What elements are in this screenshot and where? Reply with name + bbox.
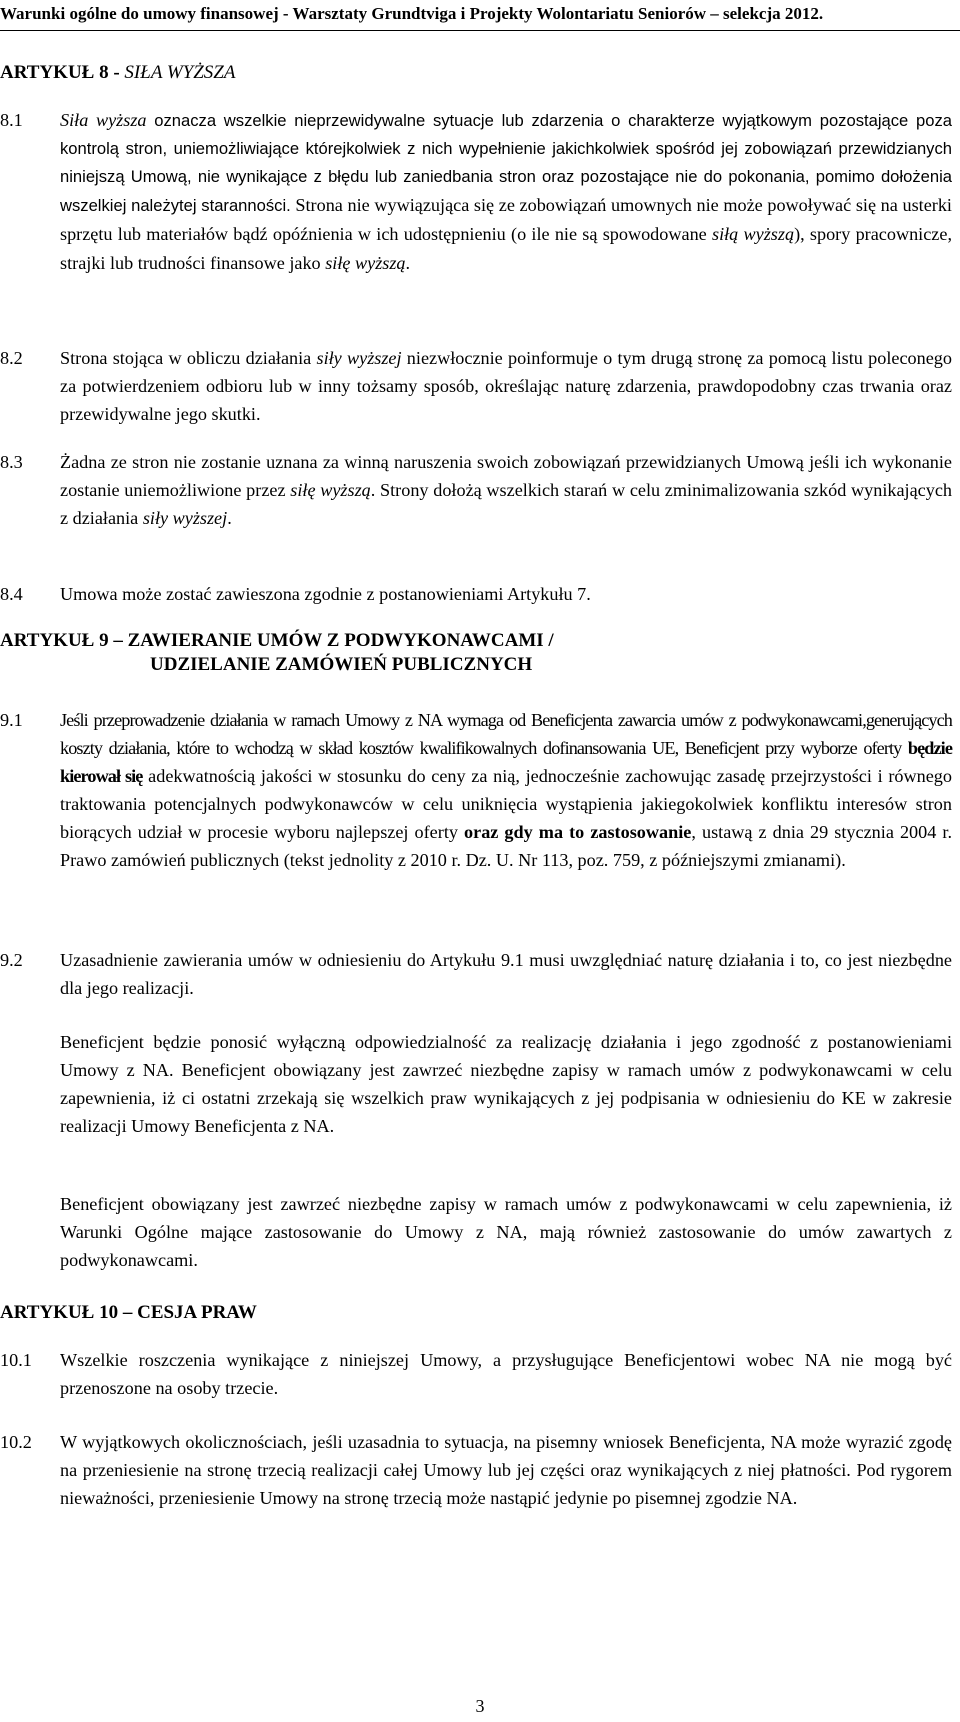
paragraph-9-2-continued-2: Beneficjent obowiązany jest zawrzeć niezbędne zapisy w ramach umów z podwykonawcami w celu zapewnienia, iż Warunki Ogólne mające zastosowanie do Umowy z NA, mają również zastosowanie do umów zawartych z podwykonawcami.: [60, 1194, 952, 1270]
article-10-title: ARTYKUŁ 10 – CESJA PRAW: [0, 1302, 257, 1323]
paragraph-number: 8.3: [0, 452, 23, 472]
paragraph-9-2: 9.2 Uzasadnienie zawierania umów w odniesieniu do Artykułu 9.1 musi uwzględniać naturę działania i to, co jest niezbędne dla jego realizacji.: [0, 946, 952, 1002]
paragraph-number: 8.4: [0, 584, 23, 604]
paragraph-8-3: 8.3 Żadna ze stron nie zostanie uznana za winną naruszenia swoich zobowiązań przewidzianych Umową jeśli ich wykonanie zostanie uniemożliwione przez siłę wyższą. Strony dołożą wszelkich starań w celu zminimalizowania szkód wynikających z działania siły wyższej.: [0, 448, 952, 532]
paragraph-10-2: 10.2 W wyjątkowych okolicznościach, jeśli uzasadnia to sytuacja, na pisemny wniosek Beneficjenta, NA może wyrazić zgodę na przeniesienie na stronę trzecią realizacji całej Umowy lub jej części oraz wynikających z niej płatności. Pod rygorem nieważności, przeniesienie Umowy na stronę trzecią może nastąpić jedynie po pisemnej zgodzie NA.: [0, 1428, 952, 1512]
article-9-title: ARTYKUŁ 9 – ZAWIERANIE UMÓW Z PODWYKONAWCAMI /: [0, 630, 554, 651]
paragraph-8-4: 8.4 Umowa może zostać zawieszona zgodnie z postanowieniami Artykułu 7.: [0, 580, 952, 608]
paragraph-8-1: 8.1 Siła wyższa oznacza wszelkie nieprzewidywalne sytuacje lub zdarzenia o charakterze wyjątkowym pozostające poza kontrolą stron, uniemożliwiające którejkolwiek z nich wypełnienie jakichkolwiek spośród jej zobowiązań przewidzianych niniejszą Umową, nie wynikające z błędu lub zaniedbania stron oraz pozostające nie do pokonania, pomimo dołożenia wszelkiej należytej staranności. Strona nie wywiązująca się ze zobowiązań umownych nie może powoływać się na usterki sprzętu lub materiałów bądź opóźnienia w ich udostępnieniu (o ile nie są spowodowane siłą wyższą), spory pracownicze, strajki lub trudności finansowe jako siłę wyższą.: [0, 106, 952, 278]
paragraph-9-2-continued-1: Beneficjent będzie ponosić wyłączną odpowiedzialność za realizację działania i jego zgodność z postanowieniami Umowy z NA. Beneficjent obowiązany jest zawrzeć niezbędne zapisy w ramach umów z podwykonawcami w celu zapewnienia, iż ci ostatni zrzekają się wszelkich praw wynikających z jej podpisania w odniesieniu do KE w zakresie realizacji Umowy Beneficjenta z NA.: [60, 1032, 952, 1136]
article-9-title-line-2: UDZIELANIE ZAMÓWIEŃ PUBLICZNYCH: [150, 654, 533, 675]
paragraph-number: 10.2: [0, 1432, 32, 1452]
header-text: Warunki ogólne do umowy finansowej - Warsztaty Grundtviga i Projekty Wolontariatu Seniorów – selekcja 2012.: [0, 4, 824, 23]
paragraph-number: 9.1: [0, 710, 23, 730]
paragraph-number: 10.1: [0, 1350, 32, 1370]
article-8-title: ARTYKUŁ 8 - SIŁA WYŻSZA: [0, 62, 236, 83]
paragraph-number: 9.2: [0, 950, 23, 970]
paragraph-number: 8.1: [0, 110, 23, 130]
paragraph-9-1: 9.1 Jeśli przeprowadzenie działania w ramach Umowy z NA wymaga od Beneficjenta zawarcia umów z podwykonawcami,generujących koszty działania, które to wchodzą w skład kosztów kwalifikowalnych dofinansowania UE, Beneficjent przy wyborze oferty będzie kierował się adekwatnością jakości w stosunku do ceny za nią, jednocześnie zachowując zasadę przejrzystości i równego traktowania potencjalnych podwykonawców w celu uniknięcia wystąpienia jakiegokolwiek konfliktu interesów stron biorących udział w procesie wyboru najlepszej oferty oraz gdy ma to zastosowanie, ustawą z dnia 29 stycznia 2004 r. Prawo zamówień publicznych (tekst jednolity z 2010 r. Dz. U. Nr 113, poz. 759, z późniejszymi zmianami).: [0, 706, 952, 874]
page-number: 3: [475, 1696, 485, 1716]
paragraph-10-1: 10.1 Wszelkie roszczenia wynikające z niniejszej Umowy, a przysługujące Beneficjentowi wobec NA nie mogą być przenoszone na osoby trzecie.: [0, 1346, 952, 1402]
paragraph-8-2: 8.2 Strona stojąca w obliczu działania siły wyższej niezwłocznie poinformuje o tym drugą stronę za pomocą listu poleconego za potwierdzeniem odbioru lub w inny tożsamy sposób, określając naturę zdarzenia, prawdopodobny czas trwania oraz przewidywalne jego skutki.: [0, 344, 952, 428]
paragraph-number: 8.2: [0, 348, 23, 368]
document-header: [0, 0, 960, 31]
